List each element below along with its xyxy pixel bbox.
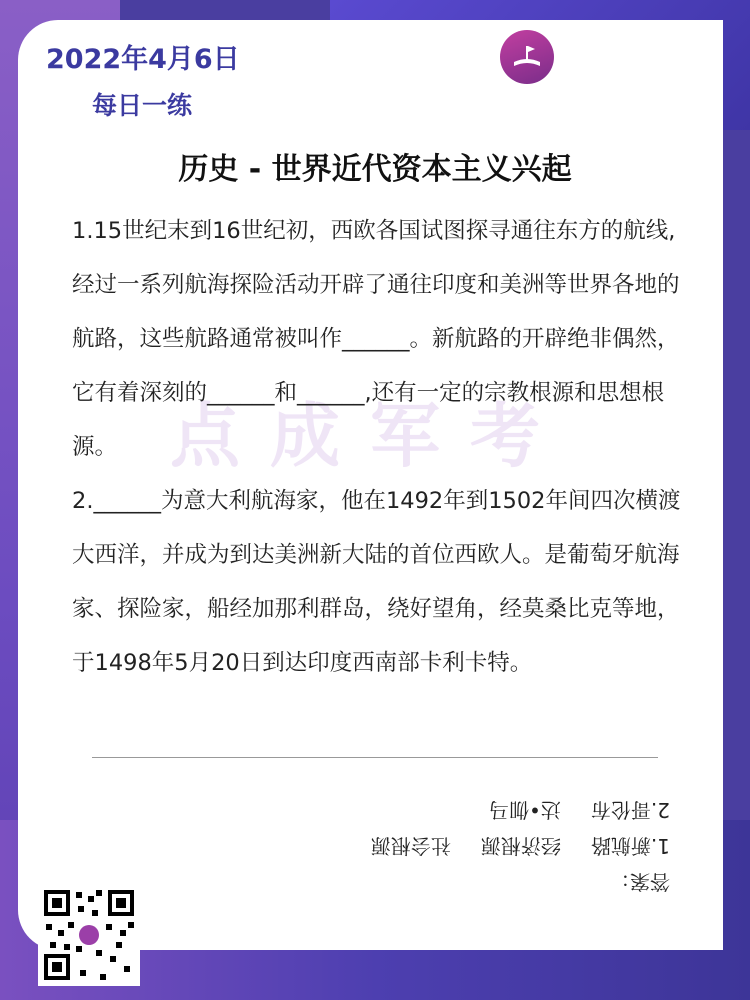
answer-2-1: 2.哥伦布 <box>590 798 670 822</box>
answer-2-2: 达•伽马 <box>489 798 561 822</box>
answer-label: 答案： <box>610 870 670 894</box>
qr-code-icon <box>38 884 140 986</box>
answer-1-2: 经济根源 <box>480 834 561 858</box>
question-2: 2.______为意大利航海家，他在1492年到1502年间四次横渡大西洋，并成为到达美洲新大陆的首位西欧人。是葡萄牙航海家、探险家，船经加那利群岛，绕好望角，经莫桑比克等地，于1498年5月20日到达印度西南部卡利卡特。 <box>72 488 681 676</box>
divider <box>92 757 658 758</box>
daily-practice-label: 每日一练 <box>92 91 193 120</box>
answer-1-1: 1.新航路 <box>590 834 670 858</box>
question-1: 1.15世纪末到16世纪初，西欧各国试图探寻通往东方的航线,经过一系列航海探险活动开辟了通往印度和美洲等世界各地的航路，这些航路通常被叫作______。新航路的开辟绝非偶然，它有着深刻的______和______,还有一定的宗教根源和思想根源。 <box>72 218 680 460</box>
answer-block-upside-down <box>90 790 670 900</box>
brand-name: 点成军考 <box>564 40 669 66</box>
date-heading: 2022年4月6日 <box>46 44 240 75</box>
brand-pinyin: DIAN CHENG JUN KAO <box>564 68 690 79</box>
watermark-text: 点成军考 <box>170 395 570 477</box>
page-title: 历史 - 世界近代资本主义兴起 <box>178 152 572 187</box>
brand-logo-block <box>500 28 710 86</box>
answer-1-3: 社会根源 <box>370 834 451 858</box>
question-body <box>72 204 687 690</box>
book-logo-icon <box>500 30 554 84</box>
